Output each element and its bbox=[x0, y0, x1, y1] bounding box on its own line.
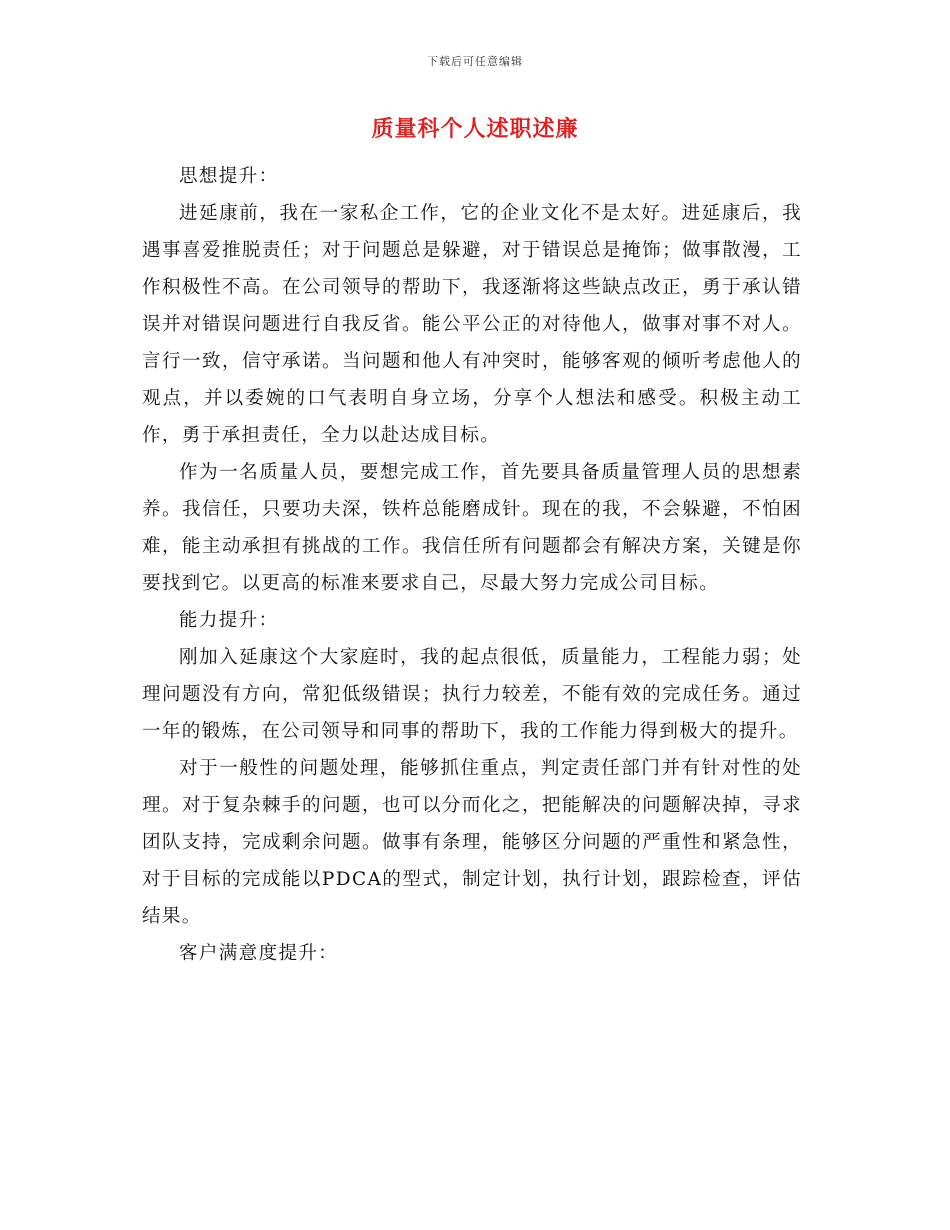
section-heading-customer-satisfaction: 客户满意度提升： bbox=[179, 943, 339, 964]
section-heading-thought: 思想提升： bbox=[179, 166, 279, 187]
document-title: 质量科个人述职述廉 bbox=[371, 116, 579, 142]
paragraph: 作为一名质量人员，要想完成工作，首先要具备质量管理人员的思想素养。我信任，只要功夫深，铁杵总能磨成针。现在的我，不会躲避，不怕困难，能主动承担有挑战的工作。我信任所有问题都会有解决方案，关键是你要找到它。以更高的标准来要求自己，尽最大努力完成公司目标。 bbox=[142, 462, 802, 594]
section-heading-ability: 能力提升： bbox=[179, 610, 279, 631]
paragraph: 刚加入延康这个大家庭时，我的起点很低，质量能力，工程能力弱；处理问题没有方向，常犯低级错误；执行力较差，不能有效的完成任务。通过一年的锻炼，在公司领导和同事的帮助下，我的工作能力得到极大的提升。 bbox=[142, 647, 802, 742]
paragraph: 对于一般性的问题处理，能够抓住重点，判定责任部门并有针对性的处理。对于复杂棘手的问题，也可以分而化之，把能解决的问题解决掉，寻求团队支持，完成剩余问题。做事有条理，能够区分问题的严重性和紧急性，对于目标的完成能以PDCA的型式，制定计划，执行计划，跟踪检查，评估结果。 bbox=[142, 758, 802, 927]
document-body bbox=[142, 158, 802, 972]
paragraph: 进延康前，我在一家私企工作，它的企业文化不是太好。进延康后，我遇事喜爱推脱责任；对于问题总是躲避，对于错误总是掩饰；做事散漫，工作积极性不高。在公司领导的帮助下，我逐渐将这些缺点改正，勇于承认错误并对错误问题进行自我反省。能公平公正的对待他人，做事对事不对人。言行一致，信守承诺。当问题和他人有冲突时，能够客观的倾听考虑他人的观点，并以委婉的口气表明自身立场，分享个人想法和感受。积极主动工作，勇于承担责任，全力以赴达成目标。 bbox=[142, 203, 802, 446]
page-header-note: 下载后可任意编辑 bbox=[427, 55, 523, 68]
